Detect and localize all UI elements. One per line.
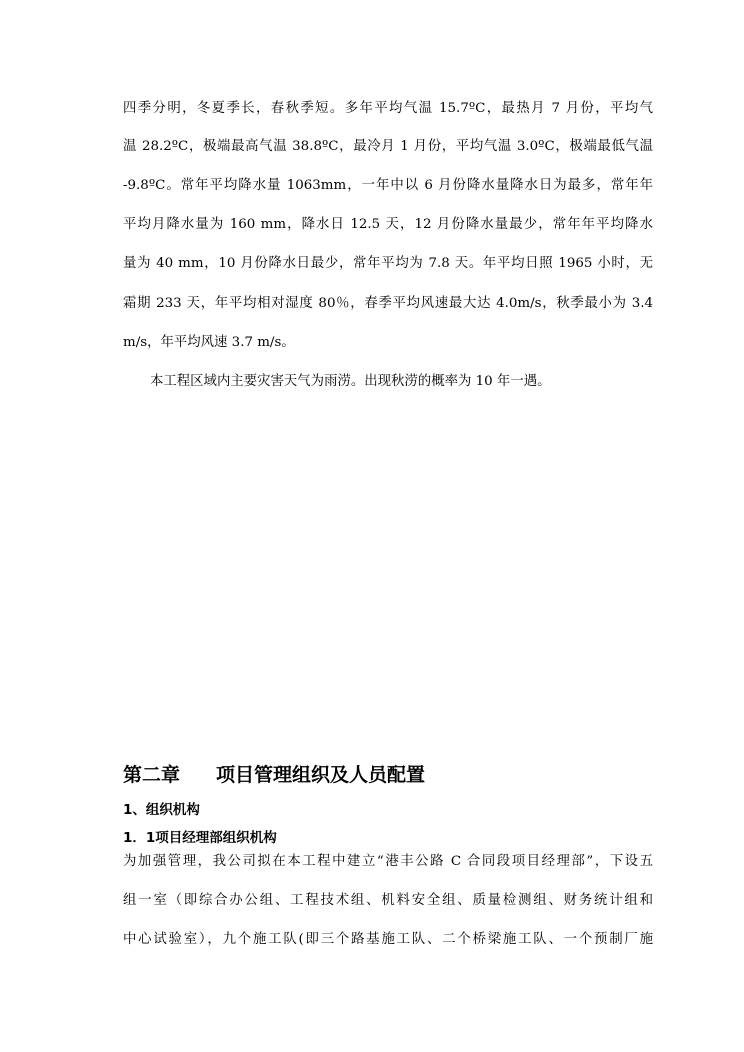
- climate-paragraph-line-3: -9.8ºC。常年平均降水量 1063mm，一年中以 6 月份降水量降水日为最多，常年年: [123, 178, 653, 193]
- climate-paragraph-line-7: m/s，年平均风速 3.7 m/s。: [123, 335, 295, 350]
- climate-paragraph-line-5: 量为 40 mm，10 月份降水日最少，常年平均为 7.8 天。年平均日照 1965 小时，无: [123, 256, 653, 271]
- climate-paragraph-line-4: 平均月降水量为 160 mm，降水日 12.5 天，12 月份降水量最少，常年年平均降水: [123, 217, 653, 232]
- climate-paragraph-line-2: 温 28.2ºC，极端最高气温 38.8ºC，最冷月 1 月份，平均气温 3.0ºC，极端最低气温: [123, 139, 653, 154]
- chapter-number: 第二章: [123, 764, 181, 786]
- climate-paragraph-line-6: 霜期 233 天，年平均相对湿度 80％，春季平均风速最大达 4.0m/s，秋季最小为 3.4: [123, 296, 653, 311]
- organization-paragraph-line-1: 为加强管理，我公司拟在本工程中建立“港丰公路 C 合同段项目经理部”，下设五: [123, 854, 653, 869]
- disaster-paragraph: 本工程区域内主要灾害天气为雨涝。出现秋涝的概率为 10 年一遇。: [150, 374, 551, 389]
- section-heading-organization: 1、组织机构: [123, 802, 200, 818]
- climate-paragraph-line-1: 四季分明，冬夏季长，春秋季短。多年平均气温 15.7ºC，最热月 7 月份，平均气: [123, 101, 653, 116]
- organization-paragraph-line-2: 组一室（即综合办公组、工程技术组、机料安全组、质量检测组、财务统计组和: [123, 893, 653, 908]
- organization-paragraph-line-3: 中心试验室），九个施工队(即三个路基施工队、二个桥梁施工队、一个预制厂施: [123, 932, 653, 947]
- chapter-title: 项目管理组织及人员配置: [216, 764, 426, 786]
- chapter-heading: [123, 760, 425, 787]
- section-heading-project-dept: 1．1项目经理部组织机构: [123, 830, 277, 846]
